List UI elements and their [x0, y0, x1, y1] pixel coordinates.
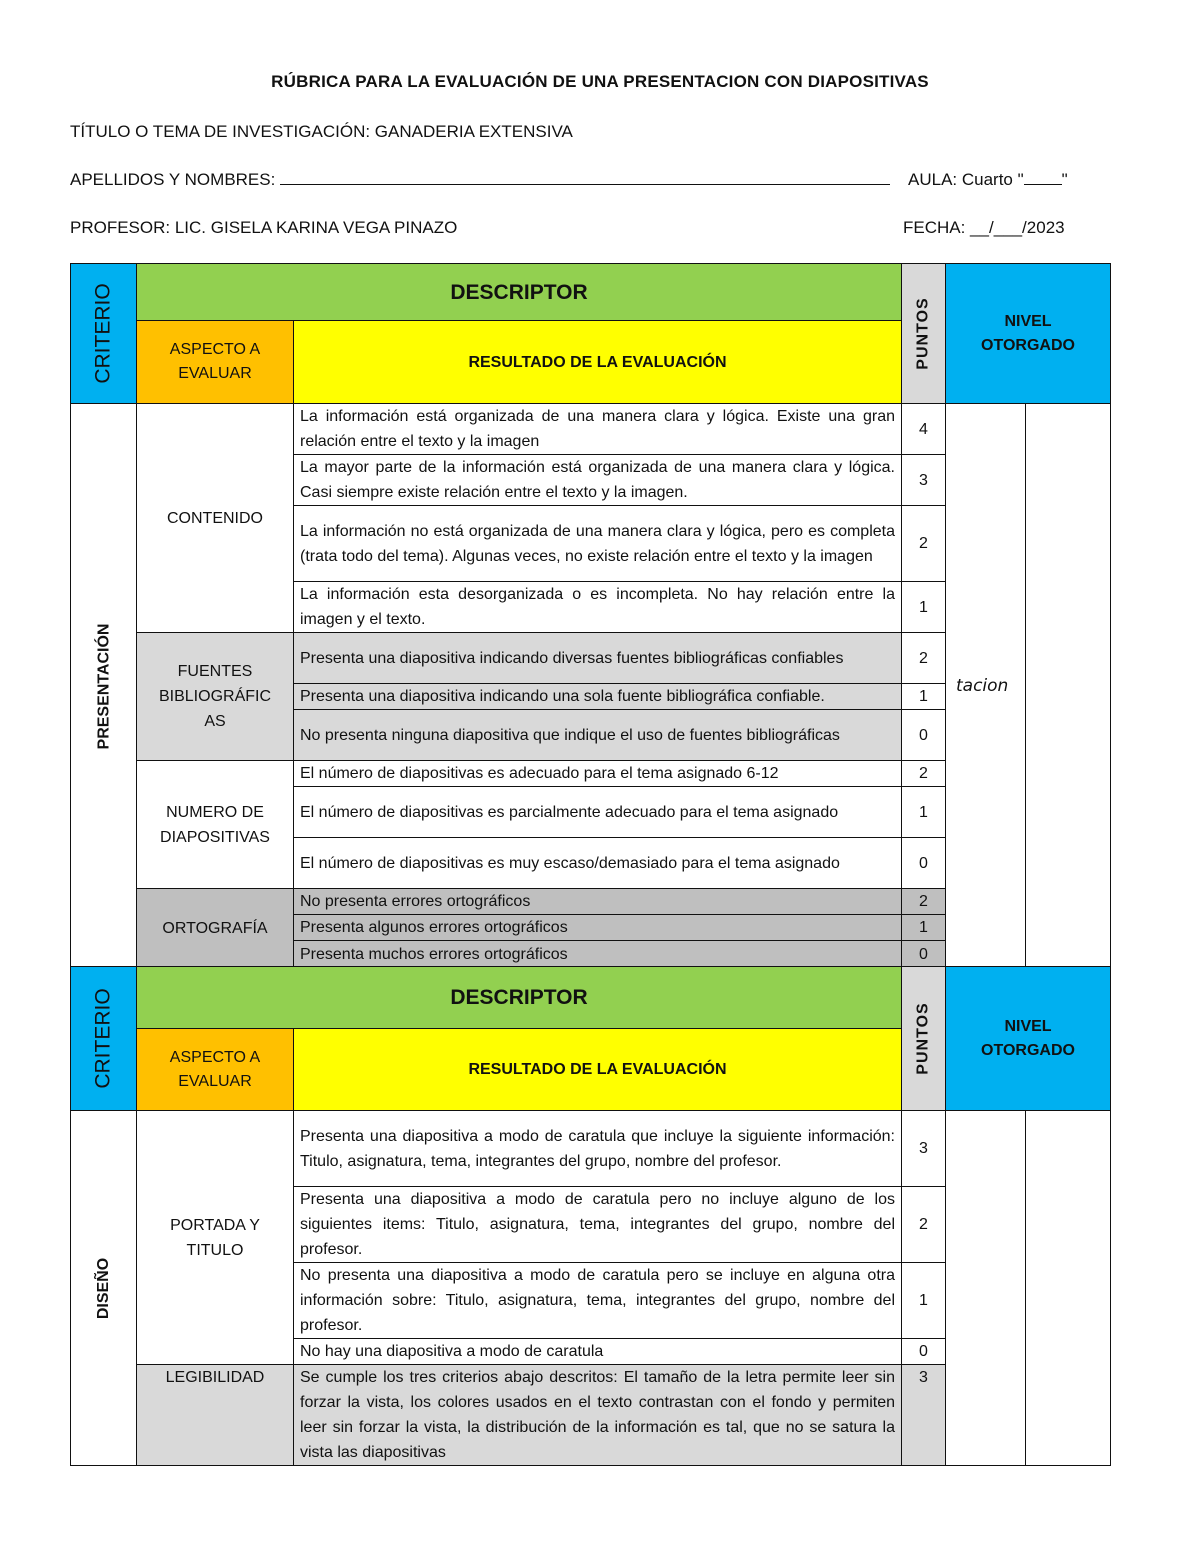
descriptor-cell: No hay una diapositiva a modo de caratula — [294, 1339, 902, 1365]
puntos-header: PUNTOS — [902, 264, 946, 404]
names-label: APELLIDOS Y NOMBRES: — [70, 170, 276, 189]
profesor-line: PROFESOR: LIC. GISELA KARINA VEGA PINAZO — [70, 218, 458, 237]
points-cell: 1 — [902, 582, 946, 633]
presentacion-label: PRESENTACIÓN — [71, 404, 137, 969]
rubric-table-presentacion — [70, 263, 1111, 969]
points-cell: 3 — [902, 1365, 946, 1466]
descriptor-cell: Presenta una diapositiva indicando diversas fuentes bibliográficas confiables — [294, 633, 902, 684]
descriptor-cell: Presenta una diapositiva a modo de caratula que incluye la siguiente información: Titulo, asignatura, tema, integrantes del grupo, nombre del profesor. — [294, 1111, 902, 1187]
resultado-header: RESULTADO DE LA EVALUACIÓN — [294, 1029, 902, 1111]
points-cell: 1 — [902, 1263, 946, 1339]
descriptor-cell: El número de diapositivas es adecuado para el tema asignado 6-12 — [294, 761, 902, 787]
points-cell: 2 — [902, 506, 946, 582]
descriptor-cell: El número de diapositivas es parcialmente adecuado para el tema asignado — [294, 787, 902, 838]
aspect-ortografia: ORTOGRAFÍA — [137, 889, 294, 969]
fecha-line: FECHA: __/___/2023 — [903, 218, 1065, 237]
aspecto-header: ASPECTO A EVALUAR — [137, 321, 294, 404]
descriptor-cell: No presenta errores ortográficos — [294, 889, 902, 915]
descriptor-cell: La información no está organizada de una manera clara y lógica, pero es completa (trata todo del tema). Algunas veces, no existe relación entre el texto y la imagen — [294, 506, 902, 582]
nivel-header: NIVEL OTORGADO — [946, 264, 1111, 404]
descriptor-header: DESCRIPTOR — [137, 264, 902, 321]
aula-line — [908, 170, 1068, 190]
nivel-header: NIVEL OTORGADO — [946, 967, 1111, 1111]
topic-line: TÍTULO O TEMA DE INVESTIGACIÓN: GANADERIA EXTENSIVA — [70, 122, 573, 141]
aspect-legibilidad: LEGIBILIDAD — [137, 1365, 294, 1466]
descriptor-cell: Presenta algunos errores ortográficos — [294, 915, 902, 941]
descriptor-cell: No presenta una diapositiva a modo de caratula pero se incluye en alguna otra información sobre: Titulo, asignatura, tema, integrantes del grupo, nombre del profesor. — [294, 1263, 902, 1339]
resultado-header: RESULTADO DE LA EVALUACIÓN — [294, 321, 902, 404]
aspect-portada: PORTADA Y TITULO — [137, 1111, 294, 1365]
descriptor-header: DESCRIPTOR — [137, 967, 902, 1029]
points-cell: 1 — [902, 915, 946, 941]
aula-close: " — [1061, 170, 1068, 189]
descriptor-cell: La mayor parte de la información está organizada de una manera clara y lógica. Casi siempre existe relación entre el texto y la imagen. — [294, 455, 902, 506]
points-cell: 2 — [902, 1187, 946, 1263]
nivel-input-cell[interactable] — [1026, 1111, 1111, 1466]
names-input-line[interactable] — [280, 170, 890, 185]
points-cell: 1 — [902, 787, 946, 838]
descriptor-cell: Presenta muchos errores ortográficos — [294, 941, 902, 969]
nivel-note[interactable]: tacion — [946, 404, 1026, 969]
nivel-input-cell[interactable] — [946, 1111, 1026, 1466]
aula-input-line[interactable] — [1024, 170, 1062, 185]
descriptor-cell: Presenta una diapositiva indicando una sola fuente bibliográfica confiable. — [294, 684, 902, 710]
points-cell: 2 — [902, 761, 946, 787]
nivel-input-cell[interactable] — [1026, 404, 1111, 969]
rubric-table-diseno — [70, 966, 1111, 1466]
document-title: RÚBRICA PARA LA EVALUACIÓN DE UNA PRESENTACION CON DIAPOSITIVAS — [271, 72, 929, 91]
criterio-header: CRITERIO — [71, 967, 137, 1111]
points-cell: 0 — [902, 941, 946, 969]
descriptor-cell: No presenta ninguna diapositiva que indique el uso de fuentes bibliográficas — [294, 710, 902, 761]
descriptor-cell: El número de diapositivas es muy escaso/demasiado para el tema asignado — [294, 838, 902, 889]
descriptor-cell: Presenta una diapositiva a modo de caratula pero no incluye alguno de los siguientes items: Titulo, asignatura, tema, integrantes del grupo, nombre del profesor. — [294, 1187, 902, 1263]
aspect-contenido: CONTENIDO — [137, 404, 294, 633]
descriptor-cell: La información esta desorganizada o es incompleta. No hay relación entre la imagen y el texto. — [294, 582, 902, 633]
points-cell: 0 — [902, 710, 946, 761]
points-cell: 2 — [902, 633, 946, 684]
diseno-label: DISEÑO — [71, 1111, 137, 1466]
points-cell: 0 — [902, 1339, 946, 1365]
aspect-numero: NUMERO DE DIAPOSITIVAS — [137, 761, 294, 889]
points-cell: 0 — [902, 838, 946, 889]
criterio-header: CRITERIO — [71, 264, 137, 404]
descriptor-cell: La información está organizada de una manera clara y lógica. Existe una gran relación entre el texto y la imagen — [294, 404, 902, 455]
names-line — [70, 170, 890, 190]
aspect-fuentes: FUENTES BIBLIOGRÁFIC AS — [137, 633, 294, 761]
puntos-header: PUNTOS — [902, 967, 946, 1111]
aula-label: AULA: Cuarto " — [908, 170, 1024, 189]
table-row — [71, 1111, 1111, 1187]
points-cell: 3 — [902, 455, 946, 506]
table-row — [71, 404, 1111, 455]
aspecto-header: ASPECTO A EVALUAR — [137, 1029, 294, 1111]
descriptor-cell: Se cumple los tres criterios abajo descritos: El tamaño de la letra permite leer sin forzar la vista, los colores usados en el texto contrastan con el fondo y permiten leer sin forzar la vista, la distribución de la información es tal, que no se satura la vista las diapositivas — [294, 1365, 902, 1466]
points-cell: 1 — [902, 684, 946, 710]
points-cell: 4 — [902, 404, 946, 455]
points-cell: 3 — [902, 1111, 946, 1187]
points-cell: 2 — [902, 889, 946, 915]
